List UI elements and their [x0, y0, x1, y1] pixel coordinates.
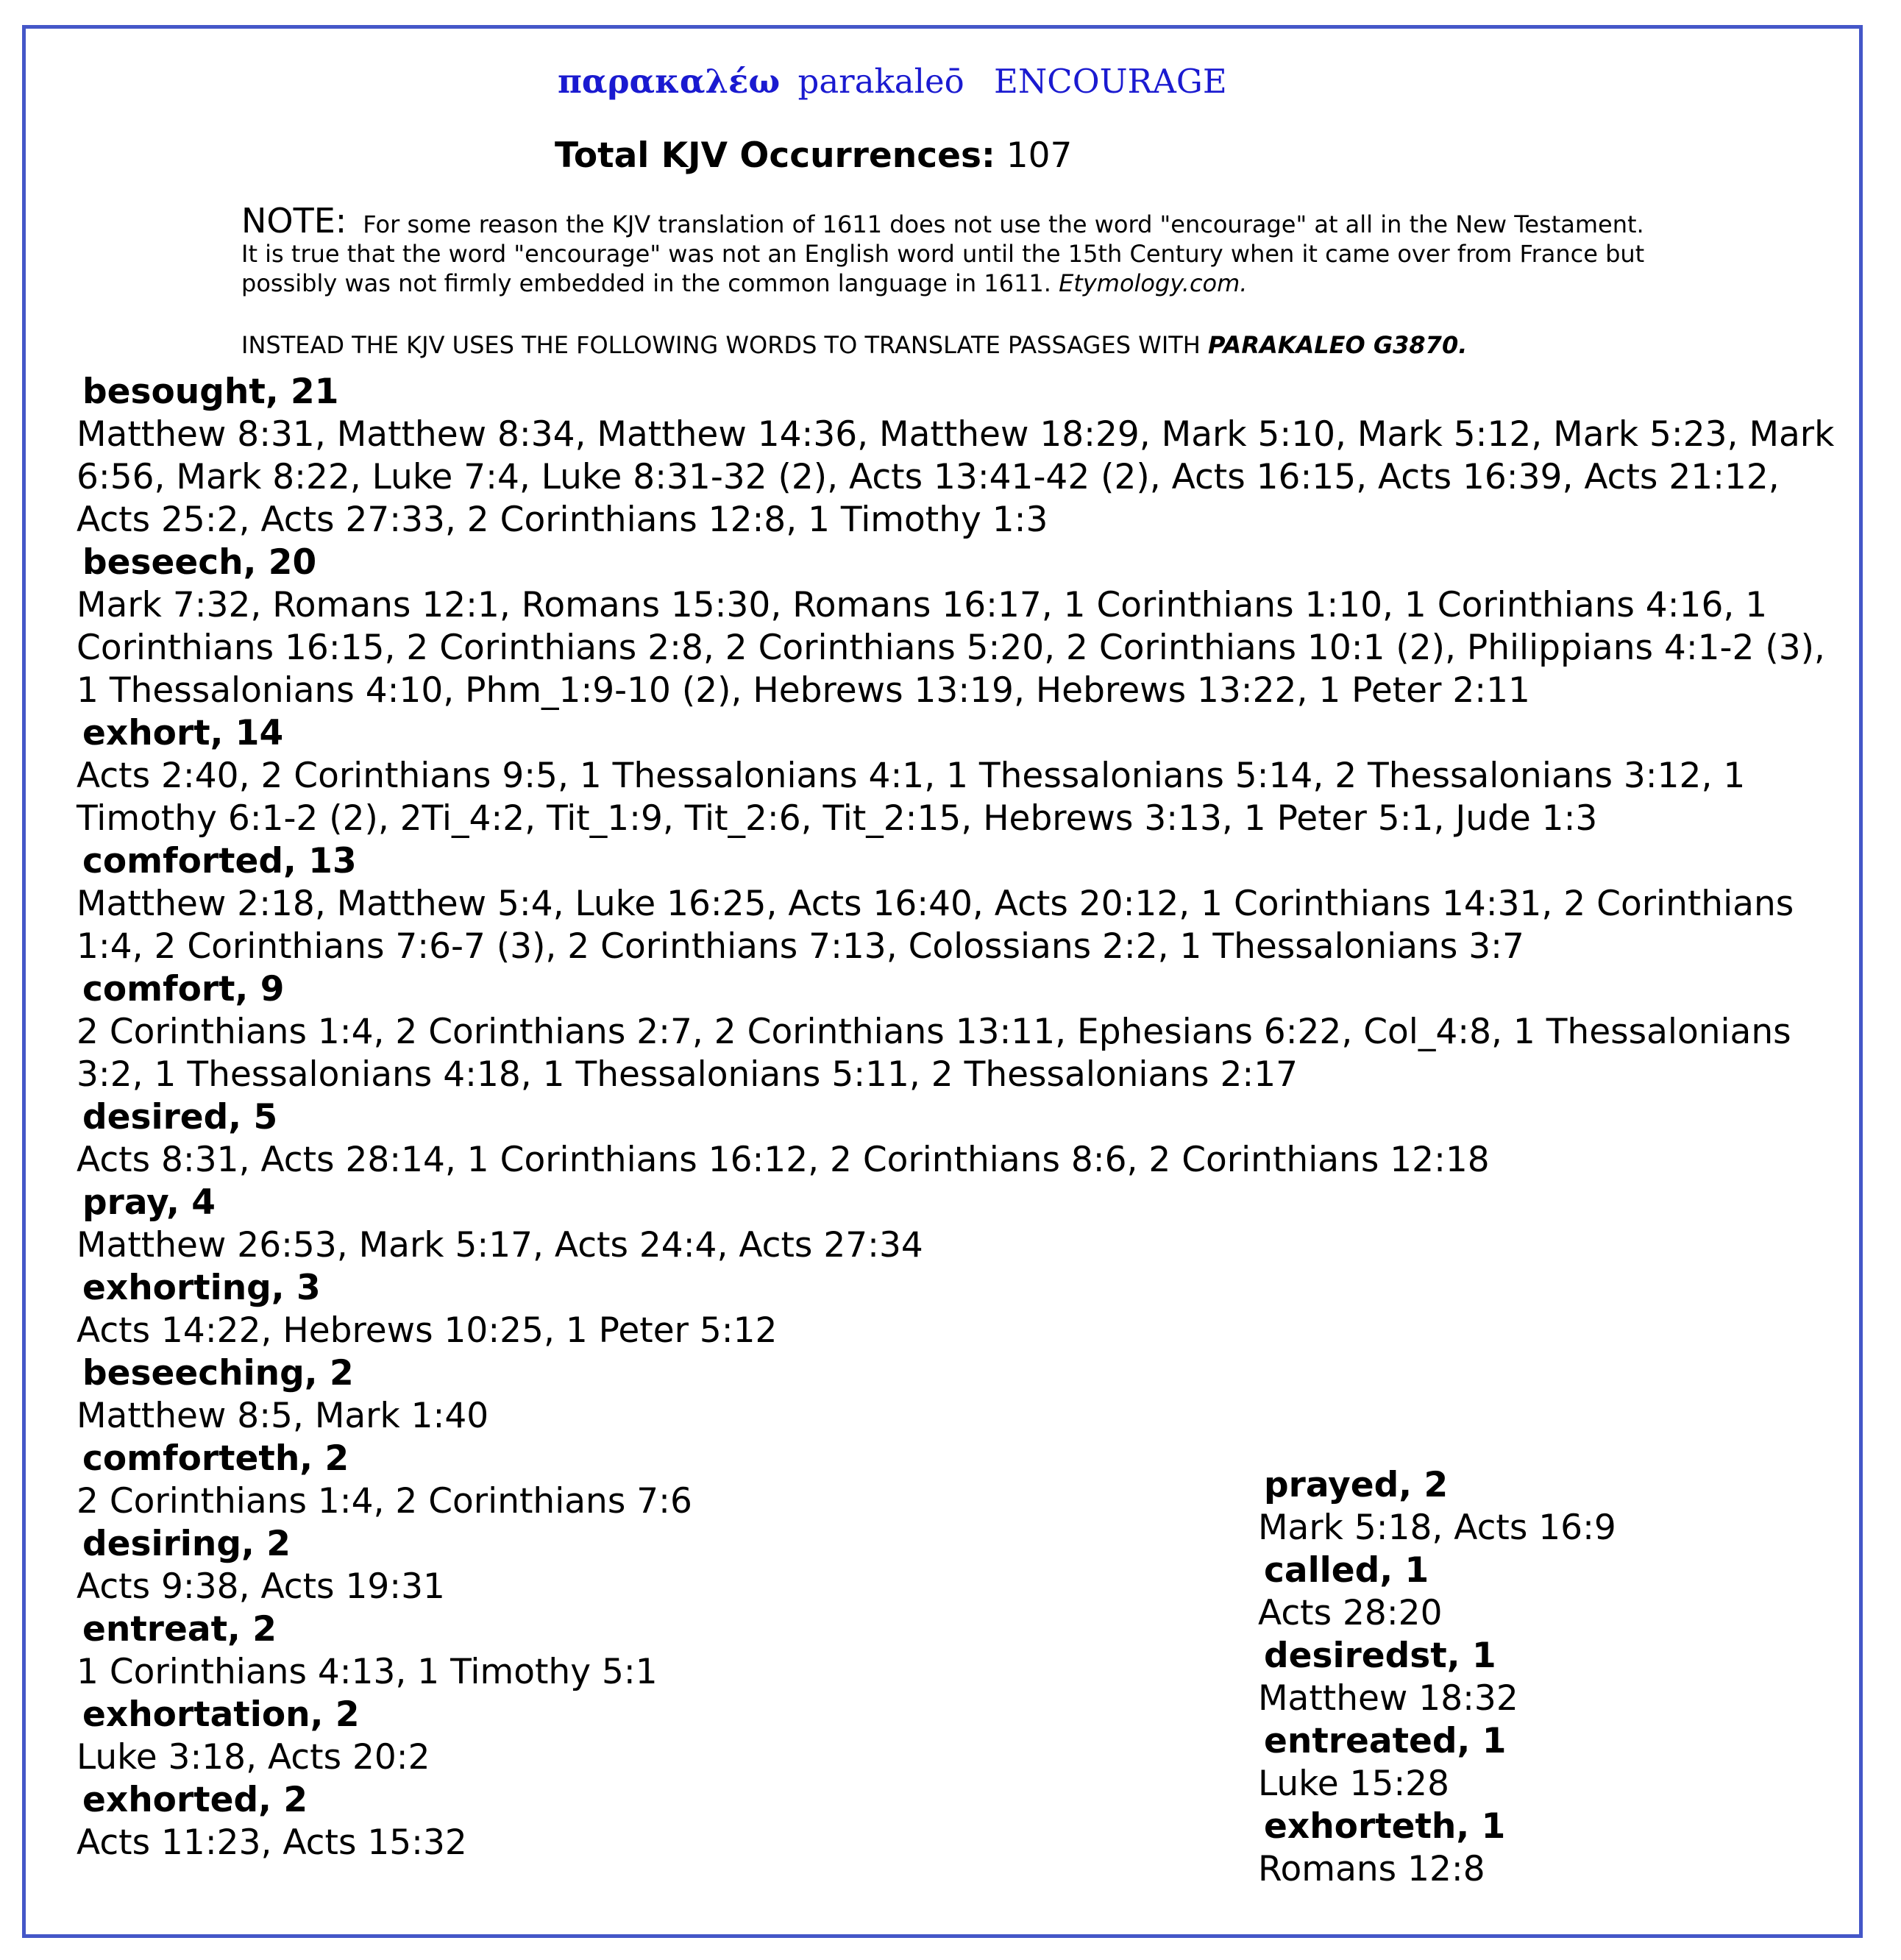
- word-heading: beseeching, 2: [82, 1353, 354, 1393]
- verse-references: 2 Corinthians 1:4, 2 Corinthians 2:7, 2 Corinthians 13:11, Ephesians 6:22, Col_4:8, 1 Thessalonians 3:2, 1 Thessalonians 4:18, 1 Thessalonians 5:11, 2 Thessalonians 2:17: [77, 1012, 1791, 1095]
- instead-strong: PARAKALEO G3870.: [1208, 331, 1468, 359]
- word-entry: [77, 712, 1850, 840]
- word-heading: exhorteth, 1: [1264, 1806, 1506, 1847]
- total-label: Total KJV Occurrences:: [555, 135, 995, 176]
- total-value: 107: [1006, 135, 1073, 176]
- word-heading: called, 1: [1264, 1550, 1429, 1591]
- verse-references: Matthew 2:18, Matthew 5:4, Luke 16:25, Acts 16:40, Acts 20:12, 1 Corinthians 14:31, 2 Corinthians 1:4, 2 Corinthians 7:6-7 (3), 2 Corinthians 7:13, Colossians 2:2, 1 Thessalonians 3:7: [77, 884, 1794, 967]
- verse-references: Matthew 8:5, Mark 1:40: [77, 1396, 489, 1436]
- total-occurrences: [555, 135, 1072, 176]
- word-heading: pray, 4: [82, 1182, 216, 1223]
- verse-references: Luke 15:28: [1258, 1764, 1449, 1804]
- verse-references: Mark 7:32, Romans 12:1, Romans 15:30, Romans 16:17, 1 Corinthians 1:10, 1 Corinthians 4:16, 1 Corinthians 16:15, 2 Corinthians 2:8, 2 Corinthians 5:20, 2 Corinthians 10:1 (2), Philippians 4:1-2 (3), 1 Thessalonians 4:10, Phm_1:9-10 (2), Hebrews 13:19, Hebrews 13:22, 1 Peter 2:11: [77, 585, 1825, 711]
- verse-references: Matthew 8:31, Matthew 8:34, Matthew 14:36, Matthew 18:29, Mark 5:10, Mark 5:12, Mark 5:23, Mark 6:56, Mark 8:22, Luke 7:4, Luke 8:31-32 (2), Acts 13:41-42 (2), Acts 16:15, Acts 16:39, Acts 21:12, Acts 25:2, Acts 27:33, 2 Corinthians 12:8, 1 Timothy 1:3: [77, 414, 1835, 540]
- verse-references: Mark 5:18, Acts 16:9: [1258, 1508, 1616, 1548]
- word-heading: exhortation, 2: [82, 1694, 360, 1735]
- word-heading: comfort, 9: [82, 969, 285, 1009]
- verse-references: Matthew 18:32: [1258, 1678, 1518, 1719]
- word-entry: [1258, 1464, 1817, 1549]
- word-entry: [77, 968, 1850, 1096]
- word-heading: beseech, 20: [82, 542, 317, 583]
- word-heading: entreat, 2: [82, 1609, 277, 1650]
- greek-word: παρακαλέω: [558, 62, 781, 101]
- word-entry: [77, 840, 1850, 968]
- word-entry: [77, 1352, 1850, 1438]
- word-heading: prayed, 2: [1264, 1465, 1449, 1505]
- word-entry: [1258, 1805, 1817, 1891]
- english-word: ENCOURAGE: [994, 62, 1227, 101]
- word-entry: [77, 1096, 1850, 1182]
- word-heading: exhorted, 2: [82, 1780, 308, 1820]
- verse-references: Acts 9:38, Acts 19:31: [77, 1566, 445, 1607]
- word-heading: desired, 5: [82, 1097, 278, 1137]
- word-heading: comforteth, 2: [82, 1438, 349, 1479]
- verse-references: 2 Corinthians 1:4, 2 Corinthians 7:6: [77, 1481, 692, 1522]
- word-entry: [1258, 1549, 1817, 1635]
- transliteration: parakaleō: [797, 62, 964, 101]
- word-entry: [77, 1182, 1850, 1267]
- note-text: For some reason the KJV translation of 1611 does not use the word "encourage" at all in the New Testament. It is true that the word "encourage" was not an English word until the 15th Century when it came over from France but possibly was not firmly embedded in the common language in 1611.: [241, 210, 1645, 297]
- note-paragraph: [241, 201, 1654, 298]
- word-entry: [77, 371, 1850, 542]
- instead-text: INSTEAD THE KJV USES THE FOLLOWING WORDS TO TRANSLATE PASSAGES WITH: [241, 331, 1201, 359]
- verse-references: Acts 11:23, Acts 15:32: [77, 1822, 467, 1863]
- verse-references: Acts 2:40, 2 Corinthians 9:5, 1 Thessalonians 4:1, 1 Thessalonians 5:14, 2 Thessalonians 3:12, 1 Timothy 6:1-2 (2), 2Ti_4:2, Tit_1:9, Tit_2:6, Tit_2:15, Hebrews 3:13, 1 Peter 5:1, Jude 1:3: [77, 756, 1746, 839]
- page-title: [558, 62, 1227, 101]
- verse-references: Acts 8:31, Acts 28:14, 1 Corinthians 16:12, 2 Corinthians 8:6, 2 Corinthians 12:18: [77, 1140, 1490, 1180]
- word-heading: entreated, 1: [1264, 1721, 1507, 1761]
- instead-line: [241, 331, 1467, 359]
- word-heading: comforted, 13: [82, 841, 357, 881]
- word-entry: [1258, 1720, 1817, 1805]
- verse-references: Matthew 26:53, Mark 5:17, Acts 24:4, Acts 27:34: [77, 1225, 923, 1265]
- word-heading: desiredst, 1: [1264, 1636, 1496, 1676]
- verse-references: Romans 12:8: [1258, 1849, 1485, 1889]
- word-entry: [77, 1267, 1850, 1352]
- side-word-list: [1258, 1464, 1817, 1891]
- verse-references: Luke 3:18, Acts 20:2: [77, 1737, 430, 1778]
- verse-references: Acts 14:22, Hebrews 10:25, 1 Peter 5:12: [77, 1310, 778, 1351]
- word-heading: desiring, 2: [82, 1524, 291, 1564]
- note-label: NOTE:: [241, 201, 347, 241]
- verse-references: 1 Corinthians 4:13, 1 Timothy 5:1: [77, 1652, 658, 1692]
- word-heading: besought, 21: [82, 372, 339, 412]
- verse-references: Acts 28:20: [1258, 1593, 1443, 1633]
- word-heading: exhorting, 3: [82, 1268, 321, 1308]
- note-source: Etymology.com.: [1059, 269, 1248, 297]
- word-entry: [1258, 1635, 1817, 1720]
- word-entry: [77, 542, 1850, 712]
- word-heading: exhort, 14: [82, 713, 284, 753]
